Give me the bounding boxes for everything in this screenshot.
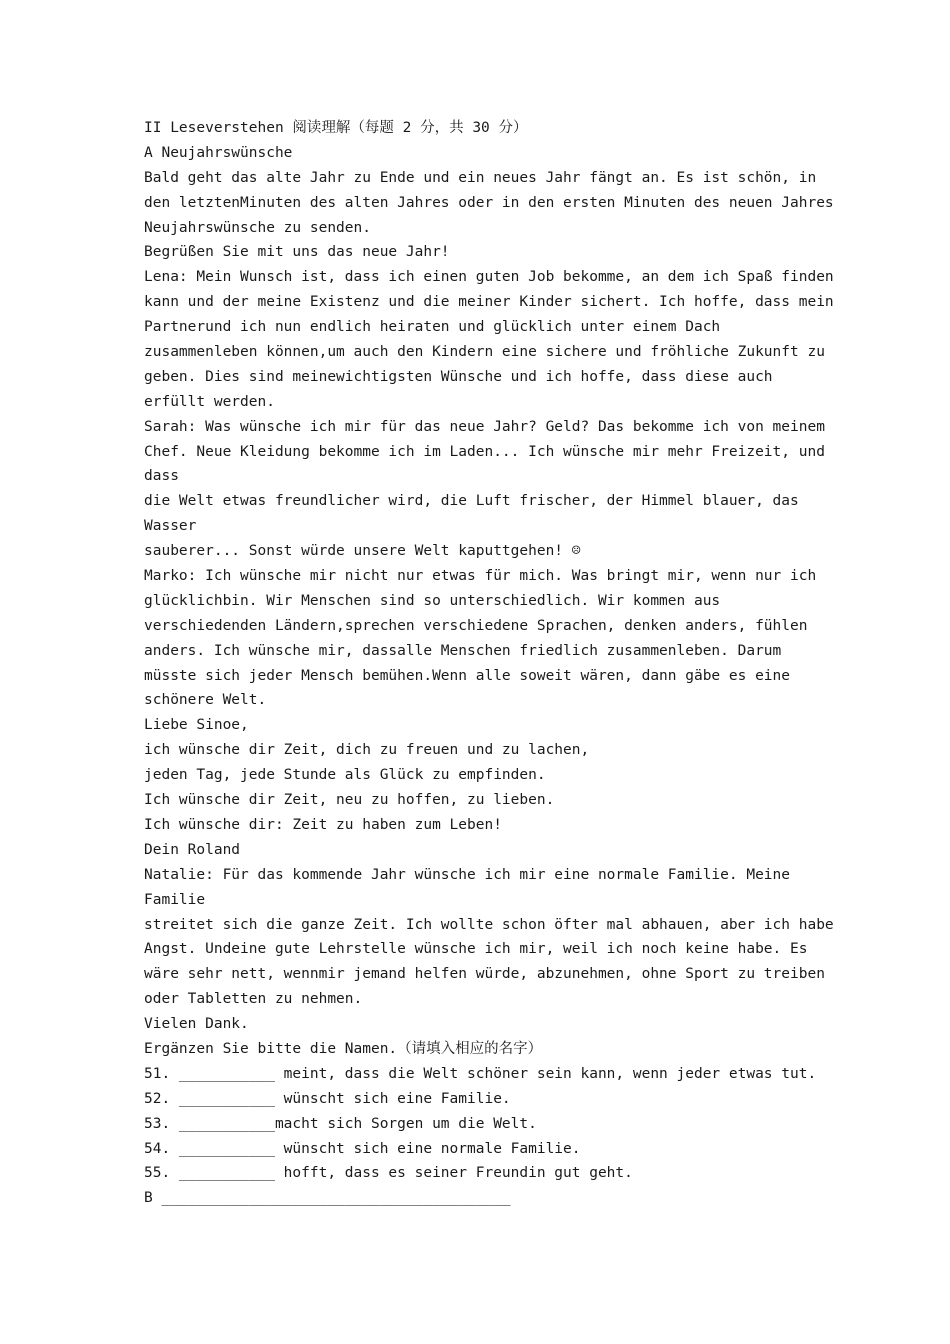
text-line: verschiedenden Ländern,sprechen verschiedene Sprachen, denken anders, fühlen — [144, 617, 808, 634]
exercise-item-54: 54. ___________ wünscht sich eine normale Familie. — [144, 1140, 581, 1157]
text-line: anders. Ich wünsche mir, dassalle Menschen friedlich zusammenleben. Darum — [144, 642, 782, 659]
text-line: streitet sich die ganze Zeit. Ich wollte schon öfter mal abhauen, aber ich habe — [144, 916, 834, 933]
text-line: Sarah: Was wünsche ich mir für das neue Jahr? Geld? Das bekomme ich von meinem — [144, 418, 825, 435]
document-page — [144, 116, 834, 1211]
text-line: die Welt etwas freundlicher wird, die Luft frischer, der Himmel blauer, das — [144, 493, 799, 510]
text-line: dass — [144, 468, 179, 485]
text-line: Wasser — [144, 518, 197, 535]
text-line: Chef. Neue Kleidung bekomme ich im Laden... Ich wünsche mir mehr Freizeit, und — [144, 443, 825, 460]
text-line: erfüllt werden. — [144, 393, 275, 410]
text-line: Familie — [144, 891, 206, 908]
section-b-heading: B ________________________________________ — [144, 1190, 511, 1207]
text-line: Ich wünsche dir: Zeit zu haben zum Leben! — [144, 816, 502, 833]
text-line: den letztenMinuten des alten Jahres oder in den ersten Minuten des neuen Jahres — [144, 194, 834, 211]
exercise-item-55: 55. ___________ hofft, dass es seiner Freundin gut geht. — [144, 1165, 633, 1182]
text-line: oder Tabletten zu nehmen. — [144, 991, 363, 1008]
exercise-item-52: 52. ___________ wünscht sich eine Familie. — [144, 1090, 511, 1107]
text-line: wäre sehr nett, wennmir jemand helfen würde, abzunehmen, ohne Sport zu treiben — [144, 966, 825, 983]
text-line: Liebe Sinoe, — [144, 717, 249, 734]
text-line: glücklichbin. Wir Menschen sind so unterschiedlich. Wir kommen aus — [144, 592, 721, 609]
text-line: schönere Welt. — [144, 692, 267, 709]
text-line: kann und der meine Existenz und die meiner Kinder sichert. Ich hoffe, dass mein — [144, 294, 834, 311]
text-line: Natalie: Für das kommende Jahr wünsche ich mir eine normale Familie. Meine — [144, 866, 791, 883]
exercise-instruction: Ergänzen Sie bitte die Namen.（请填入相应的名字） — [144, 1040, 543, 1057]
text-line: zusammenleben können,um auch den Kindern eine sichere und fröhliche Zukunft zu — [144, 344, 825, 361]
text-line: Angst. Undeine gute Lehrstelle wünsche ich mir, weil ich noch keine habe. Es — [144, 941, 808, 958]
exercise-item-53: 53. ___________macht sich Sorgen um die Welt. — [144, 1115, 537, 1132]
text-line: Marko: Ich wünsche mir nicht nur etwas für mich. Was bringt mir, wenn nur ich — [144, 568, 817, 585]
exercise-item-51: 51. ___________ meint, dass die Welt schöner sein kann, wenn jeder etwas tut. — [144, 1065, 817, 1082]
text-line: Partnerund ich nun endlich heiraten und glücklich unter einem Dach — [144, 319, 721, 336]
text-line: Dein Roland — [144, 841, 241, 858]
text-line: müsste sich jeder Mensch bemühen.Wenn alle soweit wären, dann gäbe es eine — [144, 667, 791, 684]
text-line: Bald geht das alte Jahr zu Ende und ein neues Jahr fängt an. Es ist schön, in — [144, 169, 817, 186]
text-line: jeden Tag, jede Stunde als Glück zu empfinden. — [144, 767, 546, 784]
text-line: Ich wünsche dir Zeit, neu zu hoffen, zu lieben. — [144, 792, 555, 809]
section-heading: II Leseverstehen 阅读理解（每题 2 分，共 30 分） — [144, 120, 528, 136]
text-line: ich wünsche dir Zeit, dich zu freuen und zu lachen, — [144, 742, 590, 759]
text-line: Lena: Mein Wunsch ist, dass ich einen guten Job bekomme, an dem ich Spaß finden — [144, 269, 834, 286]
article-title: A Neujahrswünsche — [144, 144, 293, 161]
text-line: sauberer... Sonst würde unsere Welt kaputtgehen! ☹ — [144, 543, 581, 560]
text-line: Vielen Dank. — [144, 1016, 249, 1033]
text-line: Neujahrswünsche zu senden. — [144, 219, 371, 236]
text-line: geben. Dies sind meinewichtigsten Wünsche und ich hoffe, dass diese auch — [144, 368, 773, 385]
text-line: Begrüßen Sie mit uns das neue Jahr! — [144, 244, 450, 261]
